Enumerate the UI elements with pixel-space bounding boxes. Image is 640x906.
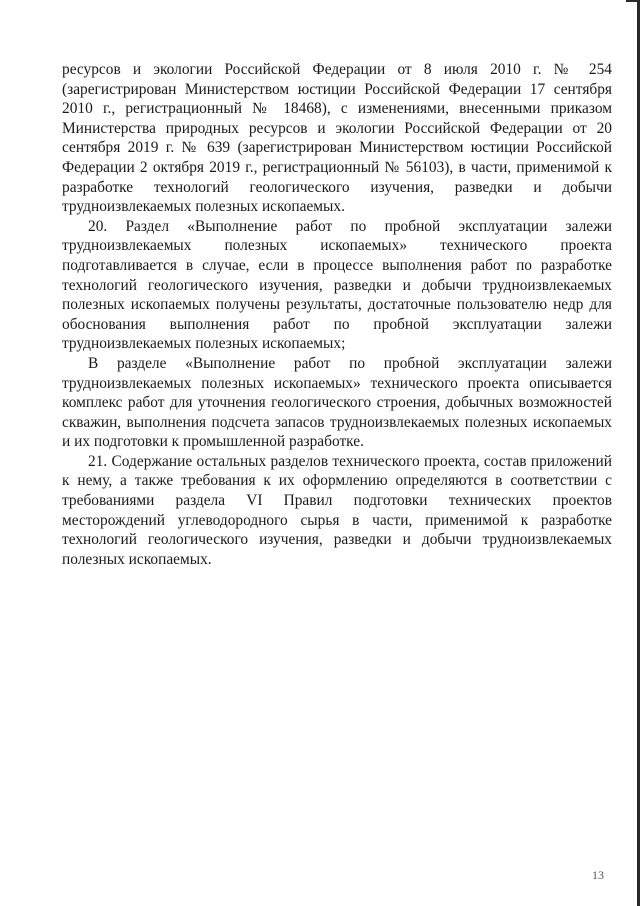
document-body (62, 60, 612, 569)
paragraph-section-21: 21. Содержание остальных разделов технического проекта, состав приложений к нему, а также требования к их оформлению определяются в соответствии с требованиями раздела VI Правил подготовки технических проектов месторождений углеводородного сырья в части, применимой к разработке технологий геологического изучения, разведки и добычи трудноизвлекаемых полезных ископаемых. (62, 452, 612, 568)
paragraph-continuation: ресурсов и экологии Российской Федерации от 8 июля 2010 г. № 254 (зарегистрирован Министерством юстиции Российской Федерации 17 сентября 2010 г., регистрационный № 18468), с изменениями, внесенными приказом Министерства природных ресурсов и экологии Российской Федерации от 20 сентября 2019 г. № 639 (зарегистрирован Министерством юстиции Российской Федерации 2 октября 2019 г., регистрационный № 56103), в части, применимой к разработке технологий геологического изучения, разведки и добычи трудноизвлекаемых полезных ископаемых. (62, 61, 612, 216)
paragraph-section-20-description: В разделе «Выполнение работ по пробной эксплуатации залежи трудноизвлекаемых полезных ископаемых» технического проекта описывается комплекс работ для уточнения геологического строения, добычных возможностей скважин, выполнения подсчета запасов трудноизвлекаемых полезных ископаемых и их подготовки к промышленной разработке. (62, 354, 612, 451)
paragraph-section-20: 20. Раздел «Выполнение работ по пробной эксплуатации залежи трудноизвлекаемых полезных ископаемых» технического проекта подготавливается в случае, если в процессе выполнения работ по разработке технологий геологического изучения, разведки и добычи трудноизвлекаемых полезных ископаемых получены результаты, достаточные пользователю недр для обоснования выполнения работ по пробной эксплуатации залежи трудноизвлекаемых полезных ископаемых; (62, 217, 612, 353)
page-corner-mark (626, 0, 640, 2)
page-number: 13 (592, 868, 604, 882)
